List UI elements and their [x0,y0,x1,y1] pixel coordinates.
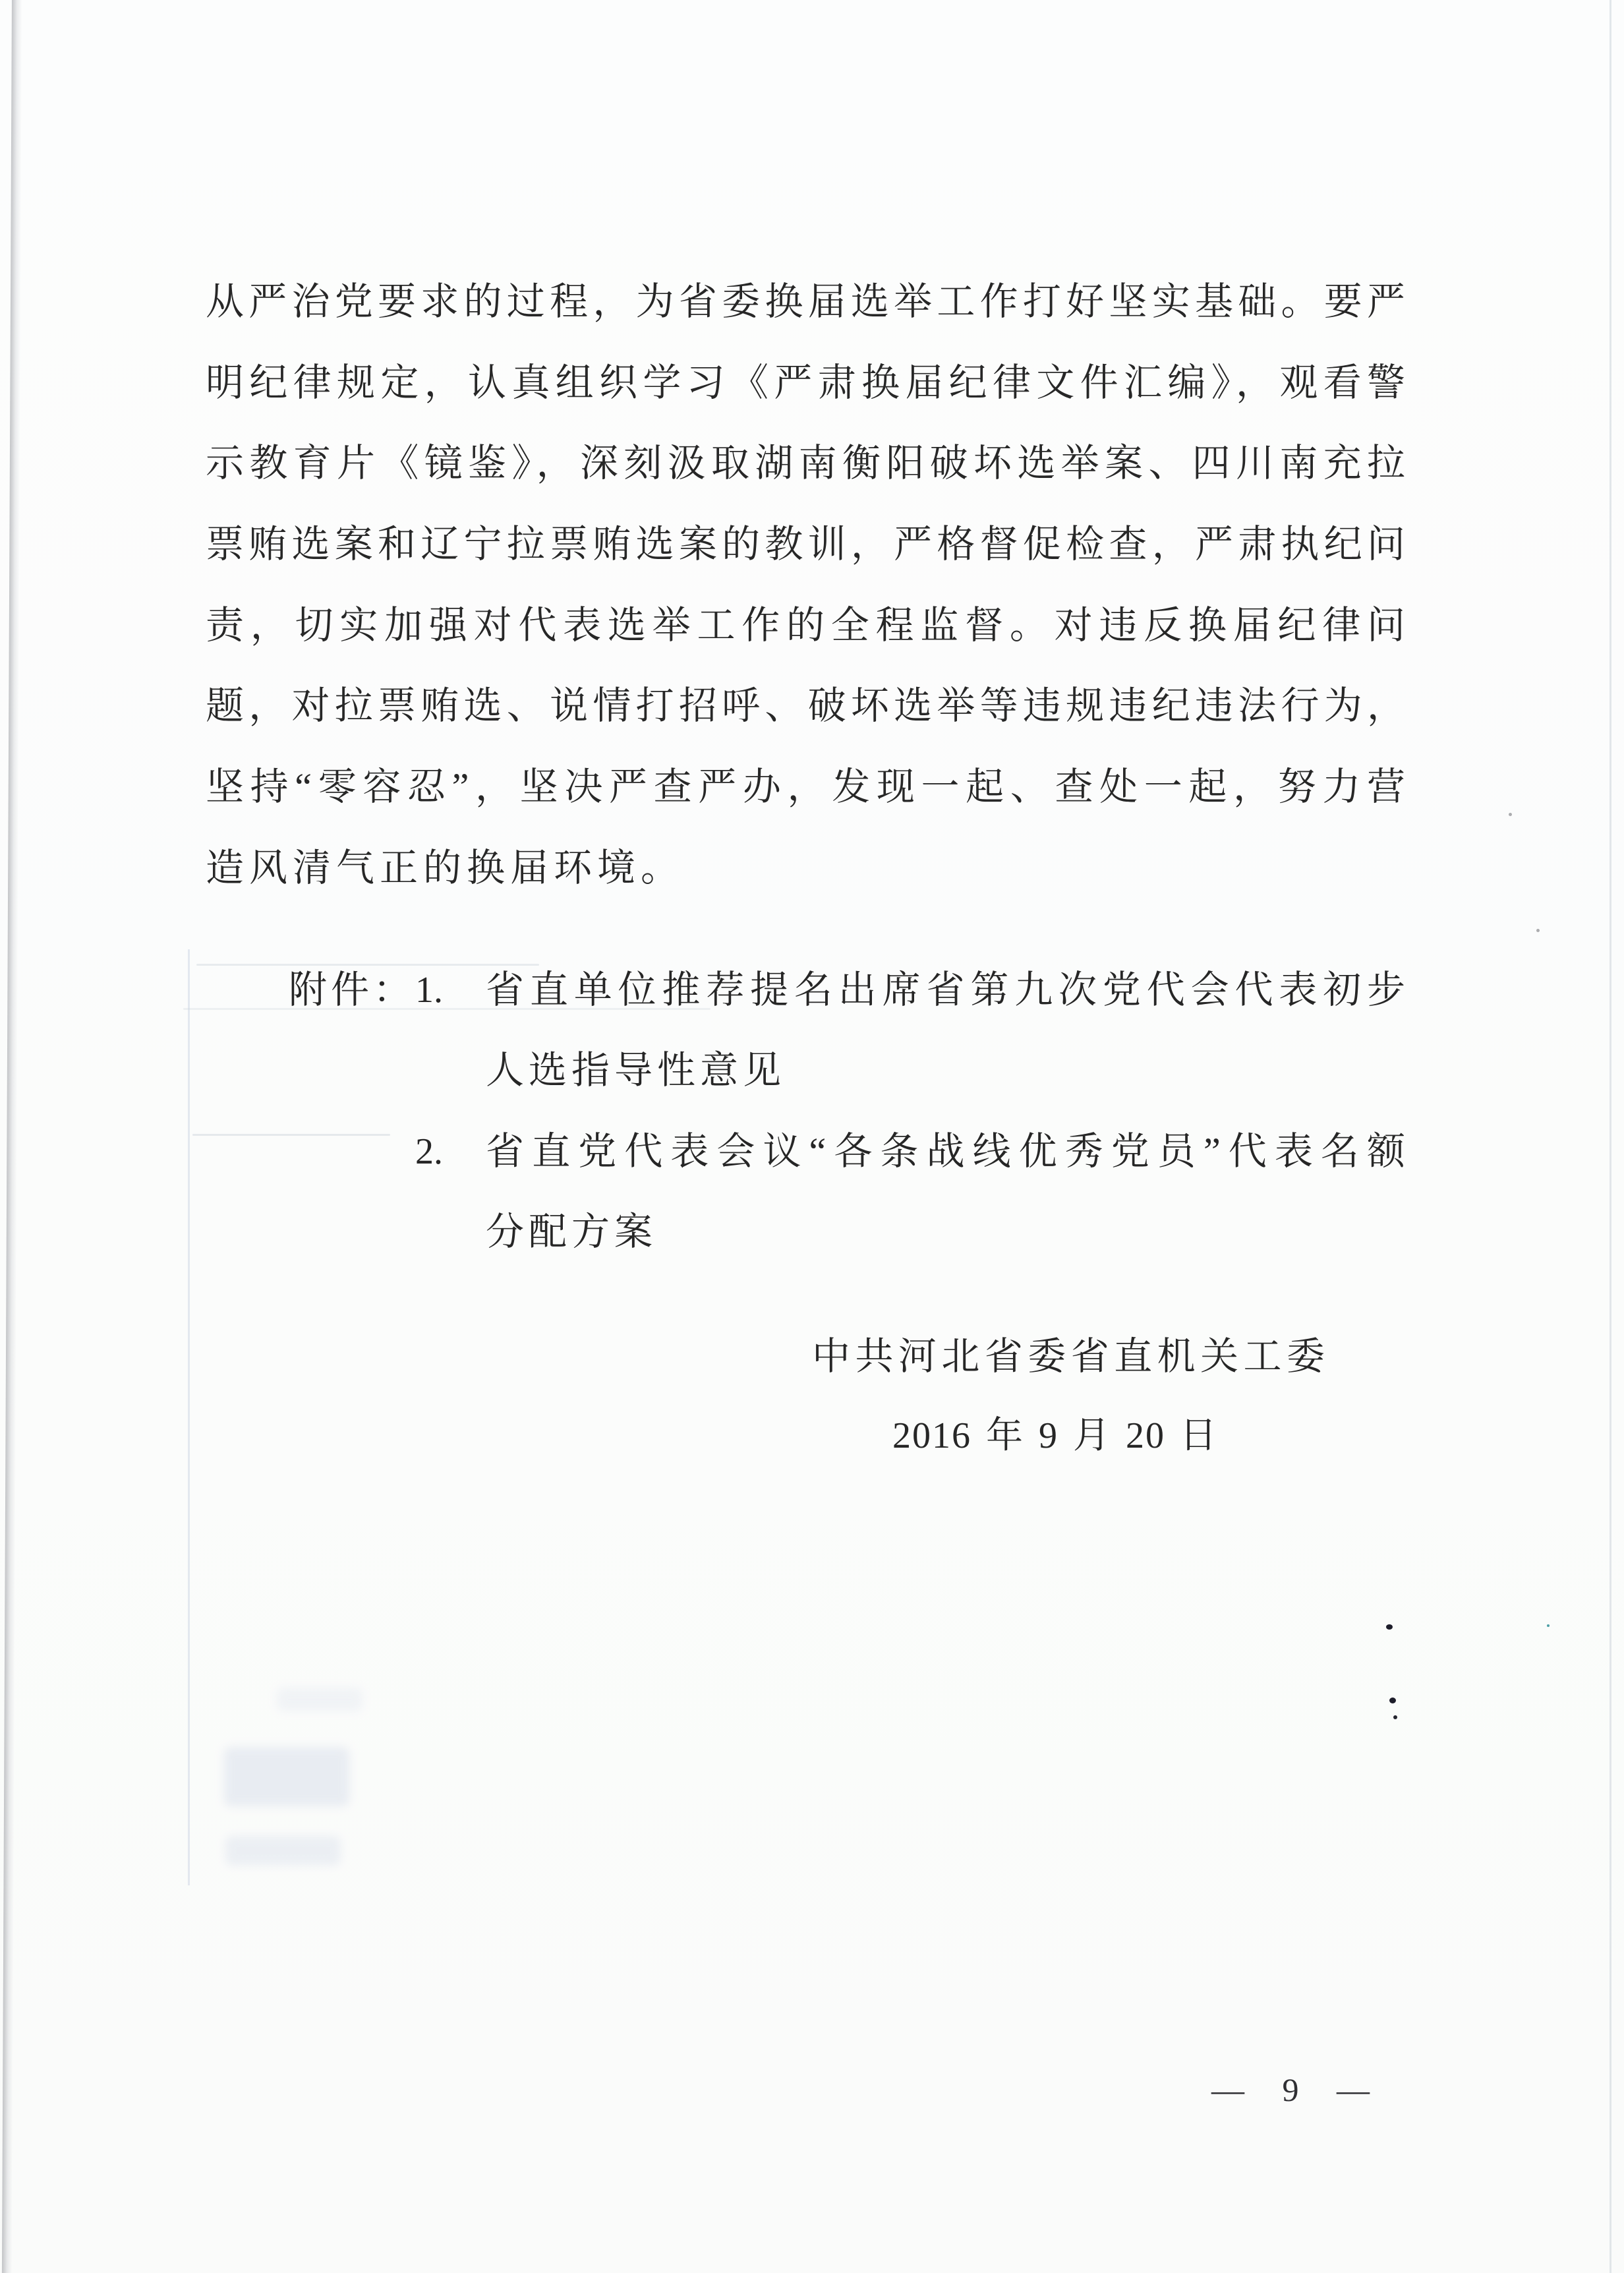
ink-speck [1389,1697,1396,1703]
ink-speck [1536,929,1540,932]
attachment-item-number: 2. [415,1131,443,1172]
scan-streak [188,949,190,1885]
body-line: 题，对拉票贿选、说情打招呼、破坏选举等违规违纪违法行为， [206,684,1405,727]
ink-speck [1386,1624,1393,1630]
attachment-item-text: 省直单位推荐提名出席省第九次党代会代表初步 [486,968,1405,1011]
ink-speck [1547,1624,1550,1627]
scan-streak [196,964,539,966]
ink-speck [1509,813,1512,816]
bleedthrough-smudge [277,1688,362,1711]
attachment-item-text: 分配方案 [486,1210,658,1253]
issue-date: 2016 年 9 月 20 日 [892,1415,1218,1456]
attachment-item-text: 省直党代表会议“各条战线优秀党员”代表名额 [486,1130,1405,1173]
body-line: 票贿选案和辽宁拉票贿选案的教训，严格督促检查，严肃执纪问 [206,523,1405,566]
attachment-item-number: 1. [415,970,443,1011]
bleedthrough-smudge [224,1747,349,1806]
body-line: 坚持“零容忍”，坚决严查严办，发现一起、查处一起，努力营 [206,765,1405,808]
body-line: 造风清气正的换届环境。 [206,846,685,889]
page-number: — 9 — [1211,2071,1370,2108]
body-line: 从严治党要求的过程，为省委换届选举工作打好坚实基础。要严 [206,280,1405,323]
scan-left-edge-line [2,0,22,2273]
ink-speck [1393,1715,1397,1719]
attachment-label: 附件： [289,968,416,1011]
scan-streak [192,1134,390,1136]
scan-right-edge-line [1610,0,1611,2273]
body-line: 示教育片《镜鉴》，深刻汲取湖南衡阳破坏选举案、四川南充拉 [206,442,1405,485]
bleedthrough-smudge [225,1836,341,1866]
issuer-signature: 中共河北省委省直机关工委 [812,1335,1325,1378]
attachment-item-text: 人选指导性意见 [486,1049,786,1092]
body-line: 责，切实加强对代表选举工作的全程监督。对违反换届纪律问 [206,604,1405,647]
body-line: 明纪律规定，认真组织学习《严肃换届纪律文件汇编》，观看警 [206,361,1405,404]
